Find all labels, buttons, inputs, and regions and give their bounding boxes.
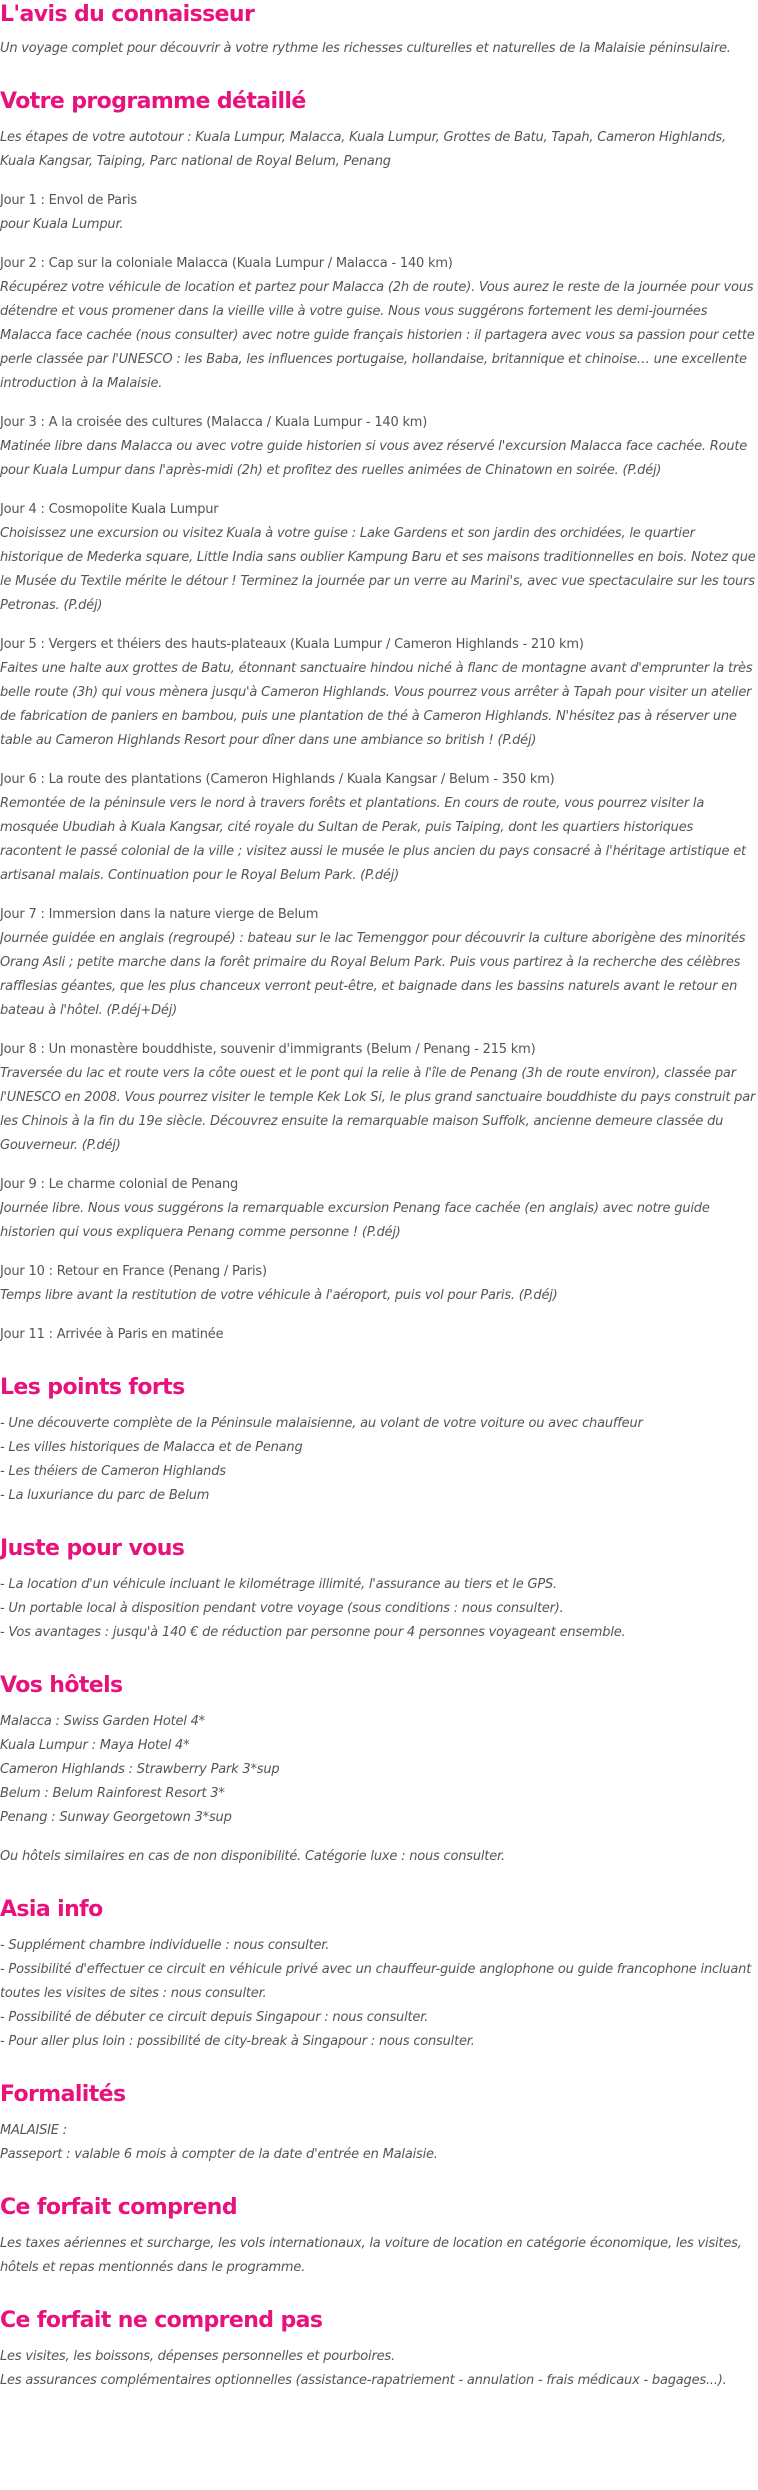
day-5: [0, 633, 756, 753]
avis-title: L'avis du connaisseur: [0, 2, 255, 27]
list-item: Les assurances complémentaires optionnelles (assistance-rapatriement - annulation - frais médicaux - bagages...).: [0, 2373, 727, 2388]
comprend-title: Ce forfait comprend: [0, 2195, 238, 2220]
list-item: Malacca : Swiss Garden Hotel 4*: [0, 1714, 205, 1729]
list-item: Belum : Belum Rainforest Resort 3*: [0, 1786, 225, 1801]
day-text: Journée libre. Nous vous suggérons la remarquable excursion Penang face cachée (en anglais) avec notre guide historien qui vous expliquera Penang comme personne ! (P.déj): [0, 1201, 710, 1240]
day-3: [0, 411, 756, 483]
day-text: Choisissez une excursion ou visitez Kuala à votre guise : Lake Gardens et son jardin des orchidées, le quartier historique de Mederka square, Little India sans oublier Kampung Baru et ses maisons traditionnelles en bois. Notez que le Musée du Textile mérite le détour ! Terminez la journée par un verre au Marini's, avec vue spectaculaire sur les tours Petronas. (P.déj): [0, 526, 756, 613]
list-item: - Supplément chambre individuelle : nous consulter.: [0, 1938, 330, 1953]
avis-text: Un voyage complet pour découvrir à votre rythme les richesses culturelles et naturelles de la Malaisie péninsulaire.: [0, 41, 731, 56]
list-item: Kuala Lumpur : Maya Hotel 4*: [0, 1738, 190, 1753]
day-title: Jour 4 : Cosmopolite Kuala Lumpur: [0, 502, 219, 517]
day-title: Jour 3 : A la croisée des cultures (Malacca / Kuala Lumpur - 140 km): [0, 415, 428, 430]
list-item: - Vos avantages : jusqu'à 140 € de réduction par personne pour 4 personnes voyageant ensemble.: [0, 1625, 626, 1640]
list-item: - Possibilité d'effectuer ce circuit en véhicule privé avec un chauffeur-guide anglophone ou guide francophone incluant toutes les visites de sites : nous consulter.: [0, 1962, 752, 2001]
list-item: - La luxuriance du parc de Belum: [0, 1488, 210, 1503]
hotels-note: Ou hôtels similaires en cas de non disponibilité. Catégorie luxe : nous consulter.: [0, 1849, 505, 1864]
list-item: - Pour aller plus loin : possibilité de city-break à Singapour : nous consulter.: [0, 2034, 475, 2049]
day-1: [0, 189, 756, 237]
list-item: Cameron Highlands : Strawberry Park 3*sup: [0, 1762, 280, 1777]
day-title: Jour 2 : Cap sur la coloniale Malacca (Kuala Lumpur / Malacca - 140 km): [0, 256, 453, 271]
list-item: - Un portable local à disposition pendant votre voyage (sous conditions : nous consulter).: [0, 1601, 564, 1616]
list-item: Passeport : valable 6 mois à compter de la date d'entrée en Malaisie.: [0, 2147, 438, 2162]
section-hotels: [0, 1671, 756, 1869]
programme-intro: Les étapes de votre autotour : Kuala Lumpur, Malacca, Kuala Lumpur, Grottes de Batu, Tapah, Cameron Highlands, Kuala Kangsar, Taiping, Parc national de Royal Belum, Penang: [0, 130, 726, 169]
day-list: [0, 189, 756, 1347]
section-formalites: [0, 2080, 756, 2167]
section-juste-pour-vous: [0, 1534, 756, 1645]
list-item: - Les théiers de Cameron Highlands: [0, 1464, 226, 1479]
day-7: [0, 903, 756, 1023]
day-8: [0, 1038, 756, 1158]
asia-info-list: [0, 1934, 756, 2054]
day-2: [0, 252, 756, 396]
day-title: Jour 7 : Immersion dans la nature vierge de Belum: [0, 907, 319, 922]
points-title: Les points forts: [0, 1375, 185, 1400]
pour-vous-title: Juste pour vous: [0, 1536, 185, 1561]
programme-title: Votre programme détaillé: [0, 89, 306, 114]
section-asia-info: [0, 1895, 756, 2054]
day-title: Jour 1 : Envol de Paris: [0, 193, 137, 208]
day-4: [0, 498, 756, 618]
list-item: - Possibilité de débuter ce circuit depuis Singapour : nous consulter.: [0, 2010, 429, 2025]
section-points-forts: [0, 1373, 756, 1508]
section-comprend: [0, 2193, 756, 2280]
formalites-title: Formalités: [0, 2082, 126, 2107]
day-text: Matinée libre dans Malacca ou avec votre guide historien si vous avez réservé l'excursion Malacca face cachée. Route pour Kuala Lumpur dans l'après-midi (2h) et profitez des ruelles animées de Chinatown en soirée. (P.déj): [0, 439, 748, 478]
day-title: Jour 11 : Arrivée à Paris en matinée: [0, 1327, 224, 1342]
day-title: Jour 9 : Le charme colonial de Penang: [0, 1177, 239, 1192]
day-text: Récupérez votre véhicule de location et partez pour Malacca (2h de route). Vous aurez le reste de la journée pour vous détendre et vous promener dans la vieille ville à votre guise. Nous vous suggérons fortement les demi-journées Malacca face cachée (nous consulter) avec notre guide français historien : il partagera avec vous sa passion pour cette perle classée par l'UNESCO : les Baba, les influences portugaise, hollandaise, britannique et chinoise… une excellente introduction à la Malaisie.: [0, 280, 755, 391]
day-text: Temps libre avant la restitution de votre véhicule à l'aéroport, puis vol pour Paris. (P.déj): [0, 1288, 558, 1303]
day-9: [0, 1173, 756, 1245]
list-item: Penang : Sunway Georgetown 3*sup: [0, 1810, 232, 1825]
ne-comprend-list: [0, 2345, 756, 2393]
day-title: Jour 5 : Vergers et théiers des hauts-plateaux (Kuala Lumpur / Cameron Highlands - 210 km): [0, 637, 584, 652]
day-11: [0, 1323, 756, 1347]
list-item: Les visites, les boissons, dépenses personnelles et pourboires.: [0, 2349, 395, 2364]
day-text: Faites une halte aux grottes de Batu, étonnant sanctuaire hindou niché à flanc de montagne avant d'emprunter la très belle route (3h) qui vous mènera jusqu'à Cameron Highlands. Vous pourrez vous arrêter à Tapah pour visiter un atelier de fabrication de paniers en bambou, puis une plantation de thé à Cameron Highlands. N'hésitez pas à réserver une table au Cameron Highlands Resort pour dîner dans une ambiance so british ! (P.déj): [0, 661, 753, 748]
ne-comprend-title: Ce forfait ne comprend pas: [0, 2308, 323, 2333]
points-list: [0, 1412, 756, 1508]
section-ne-comprend: [0, 2306, 756, 2393]
day-title: Jour 10 : Retour en France (Penang / Paris): [0, 1264, 267, 1279]
list-item: - La location d'un véhicule incluant le kilométrage illimité, l'assurance au tiers et le GPS.: [0, 1577, 557, 1592]
day-title: Jour 6 : La route des plantations (Cameron Highlands / Kuala Kangsar / Belum - 350 km): [0, 772, 555, 787]
day-title: Jour 8 : Un monastère bouddhiste, souvenir d'immigrants (Belum / Penang - 215 km): [0, 1042, 536, 1057]
day-6: [0, 768, 756, 888]
hotels-list: [0, 1710, 756, 1830]
section-avis: [0, 0, 756, 61]
list-item: - Une découverte complète de la Péninsule malaisienne, au volant de votre voiture ou avec chauffeur: [0, 1416, 643, 1431]
hotels-title: Vos hôtels: [0, 1673, 123, 1698]
list-item: - Les villes historiques de Malacca et de Penang: [0, 1440, 303, 1455]
section-programme: [0, 87, 756, 1347]
day-text: Traversée du lac et route vers la côte ouest et le pont qui la relie à l'île de Penang (3h de route environ), classée par l'UNESCO en 2008. Vous pourrez visiter le temple Kek Lok Si, le plus grand sanctuaire bouddhiste du pays construit par les Chinois à la fin du 19e siècle. Découvrez ensuite la remarquable maison Suffolk, ancienne demeure classée du Gouverneur. (P.déj): [0, 1066, 756, 1153]
comprend-text: Les taxes aériennes et surcharge, les vols internationaux, la voiture de location en catégorie économique, les visites, hôtels et repas mentionnés dans le programme.: [0, 2236, 742, 2275]
day-text: Journée guidée en anglais (regroupé) : bateau sur le lac Temenggor pour découvrir la culture aborigène des minorités Orang Asli ; petite marche dans la forêt primaire du Royal Belum Park. Puis vous partirez à la recherche des célèbres rafflesias géantes, que les plus chanceux verront peut-être, et baignade dans les bassins naturels avant le retour en bateau à l'hôtel. (P.déj+Déj): [0, 931, 746, 1018]
formalites-list: [0, 2119, 756, 2167]
day-10: [0, 1260, 756, 1308]
list-item: MALAISIE :: [0, 2123, 67, 2138]
day-text: pour Kuala Lumpur.: [0, 217, 124, 232]
pour-vous-list: [0, 1573, 756, 1645]
day-text: Remontée de la péninsule vers le nord à travers forêts et plantations. En cours de route, vous pourrez visiter la mosquée Ubudiah à Kuala Kangsar, cité royale du Sultan de Perak, puis Taiping, dont les quartiers historiques racontent le passé colonial de la ville ; visitez aussi le musée le plus ancien du pays consacré à l'héritage artistique et artisanal malais. Continuation pour le Royal Belum Park. (P.déj): [0, 796, 746, 883]
asia-info-title: Asia info: [0, 1897, 103, 1922]
